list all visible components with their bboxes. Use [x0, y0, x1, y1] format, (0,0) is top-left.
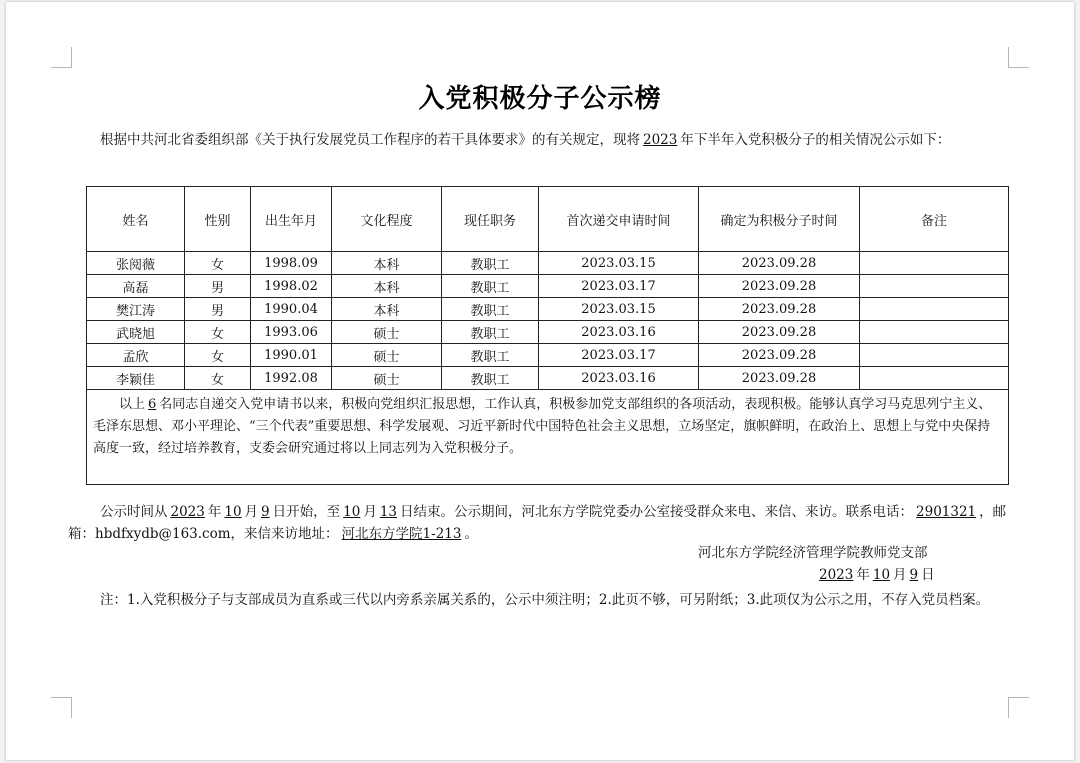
intro-year: 2023	[643, 132, 678, 148]
date-unit: 日	[921, 567, 935, 583]
cell-education: 硕士	[332, 367, 442, 390]
notice-end-day: 13	[379, 504, 398, 520]
cell-application-date: 2023.03.15	[539, 252, 699, 275]
table-row	[87, 275, 1009, 298]
cell-application-date: 2023.03.16	[539, 367, 699, 390]
crop-mark-top-right	[1008, 47, 1029, 68]
table-row	[87, 367, 1009, 390]
cell-education: 硕士	[332, 321, 442, 344]
cell-position: 教职工	[442, 344, 539, 367]
footnote: 注：1.入党积极分子与支部成员为直系或三代以内旁系亲属关系的，公示中须注明；2.此页不够，可另附纸；3.此项仅为公示之用，不存入党员档案。	[100, 592, 990, 608]
cell-position: 教职工	[442, 367, 539, 390]
header-gender: 性别	[185, 187, 251, 252]
cell-remarks	[860, 252, 1009, 275]
cell-position: 教职工	[442, 252, 539, 275]
intro-paragraph	[68, 129, 1014, 151]
cell-gender: 男	[185, 298, 251, 321]
notice-text: 年	[207, 504, 222, 520]
cell-birth: 1992.08	[251, 367, 332, 390]
notice-start-year: 2023	[170, 504, 205, 520]
contact-phone: 2901321	[916, 504, 977, 520]
notice-text: 月	[363, 504, 377, 520]
header-education: 文化程度	[332, 187, 442, 252]
table-summary	[87, 390, 1009, 485]
intro-text-before: 根据中共河北省委组织部《关于执行发展党员工作程序的若干具体要求》的有关规定，现将	[100, 132, 640, 148]
cell-birth: 1990.04	[251, 298, 332, 321]
cell-birth: 1998.09	[251, 252, 332, 275]
signature-organization: 河北东方学院经济管理学院教师党支部	[698, 545, 928, 561]
signature-day: 9	[909, 567, 919, 583]
crop-mark-bottom-left	[51, 697, 72, 718]
notice-text: 日开始，至	[272, 504, 341, 520]
cell-gender: 女	[185, 344, 251, 367]
cell-activist-date: 2023.09.28	[699, 275, 860, 298]
summary-text-before: 以上	[119, 397, 146, 412]
contact-address: 河北东方学院1-213	[341, 526, 462, 542]
header-position: 现任职务	[442, 187, 539, 252]
cell-application-date: 2023.03.15	[539, 298, 699, 321]
notice-paragraph	[68, 501, 1014, 545]
signature-date	[816, 564, 935, 586]
cell-remarks	[860, 321, 1009, 344]
cell-position: 教职工	[442, 275, 539, 298]
cell-name: 孟欣	[87, 344, 185, 367]
table-summary-row	[87, 390, 1009, 485]
notice-start-month: 10	[224, 504, 242, 520]
cell-name: 武晓旭	[87, 321, 185, 344]
header-remarks: 备注	[860, 187, 1009, 252]
header-name: 姓名	[87, 187, 185, 252]
cell-activist-date: 2023.09.28	[699, 298, 860, 321]
document-title: 入党积极分子公示榜	[418, 84, 662, 114]
notice-text: 公示时间从	[100, 504, 168, 520]
cell-birth: 1998.02	[251, 275, 332, 298]
cell-name: 高磊	[87, 275, 185, 298]
cell-gender: 男	[185, 275, 251, 298]
cell-education: 本科	[332, 298, 442, 321]
notice-text: 日结束。公示期间，河北东方学院党委办公室接受群众来电、来信、来访。联系电话：	[400, 504, 914, 520]
cell-gender: 女	[185, 367, 251, 390]
notice-end-month: 10	[343, 504, 361, 520]
cell-activist-date: 2023.09.28	[699, 367, 860, 390]
cell-remarks	[860, 298, 1009, 321]
activist-table	[86, 186, 1009, 485]
signature-month: 10	[872, 567, 891, 583]
crop-mark-top-left	[51, 47, 72, 68]
notice-text: ，邮箱：hbdfxydb@163.com，来信来访地址：	[68, 504, 1007, 542]
table-row	[87, 252, 1009, 275]
notice-text: 。	[464, 526, 478, 542]
cell-remarks	[860, 367, 1009, 390]
cell-education: 本科	[332, 275, 442, 298]
crop-mark-bottom-right	[1008, 697, 1029, 718]
cell-position: 教职工	[442, 298, 539, 321]
notice-text: 月	[244, 504, 259, 520]
cell-remarks	[860, 344, 1009, 367]
intro-text-after: 年下半年入党积极分子的相关情况公示如下：	[680, 132, 951, 148]
cell-application-date: 2023.03.17	[539, 344, 699, 367]
cell-birth: 1993.06	[251, 321, 332, 344]
cell-application-date: 2023.03.17	[539, 275, 699, 298]
cell-remarks	[860, 275, 1009, 298]
cell-activist-date: 2023.09.28	[699, 321, 860, 344]
cell-name: 李颖佳	[87, 367, 185, 390]
cell-education: 硕士	[332, 344, 442, 367]
table-row	[87, 344, 1009, 367]
signature-year: 2023	[819, 567, 854, 583]
cell-gender: 女	[185, 252, 251, 275]
cell-birth: 1990.01	[251, 344, 332, 367]
table-row	[87, 298, 1009, 321]
date-unit: 年	[856, 567, 870, 583]
document-page	[6, 2, 1074, 760]
cell-application-date: 2023.03.16	[539, 321, 699, 344]
cell-name: 樊江涛	[87, 298, 185, 321]
header-application-date: 首次递交申请时间	[539, 187, 699, 252]
cell-gender: 女	[185, 321, 251, 344]
cell-activist-date: 2023.09.28	[699, 252, 860, 275]
header-birth: 出生年月	[251, 187, 332, 252]
cell-position: 教职工	[442, 321, 539, 344]
date-unit: 月	[893, 567, 907, 583]
table-row	[87, 321, 1009, 344]
cell-activist-date: 2023.09.28	[699, 344, 860, 367]
table-header-row	[87, 187, 1009, 252]
notice-start-day: 9	[261, 504, 270, 520]
summary-text-after: 名同志自递交入党申请书以来，积极向党组织汇报思想，工作认真，积极参加党支部组织的各项活动，表现积极。能够认真学习马克思列宁主义、毛泽东思想、邓小平理论、“三个代表”重要思想、科学发展观、习近平新时代中国特色社会主义思想，立场坚定，旗帜鲜明，在政治上、思想上与党中央保持高度一致，经过培养教育，支委会研究通过将以上同志列为入党积极分子。	[93, 397, 992, 456]
cell-name: 张阅薇	[87, 252, 185, 275]
header-activist-date: 确定为积极分子时间	[699, 187, 860, 252]
summary-count: 6	[148, 397, 157, 412]
cell-education: 本科	[332, 252, 442, 275]
